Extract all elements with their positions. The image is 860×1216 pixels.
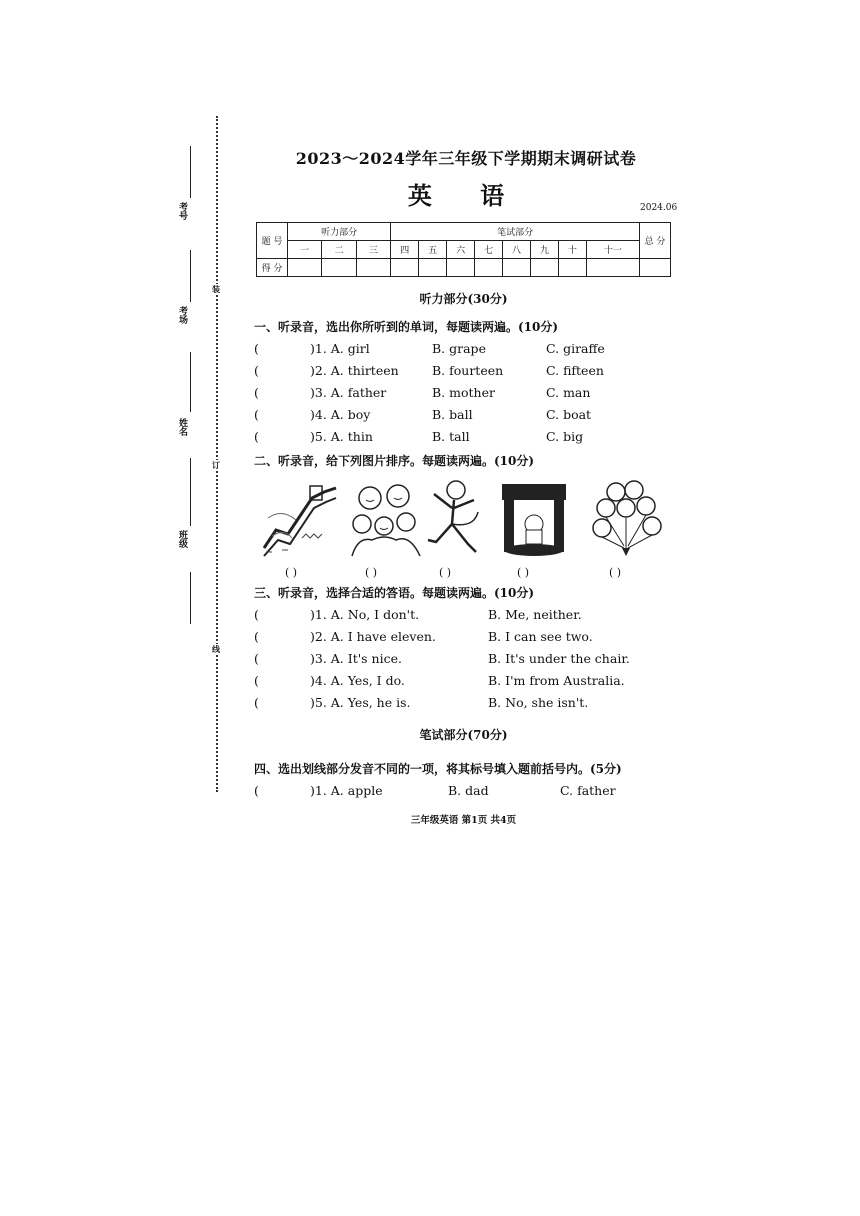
picture-row — [262, 478, 672, 558]
score-label-cell: 得 分 — [257, 259, 288, 277]
section4-item-1 — [254, 783, 674, 803]
picture-blank-1[interactable]: ( ) — [285, 566, 298, 579]
side-label-name: 姓名 — [177, 418, 187, 436]
option-c: C. fifteen — [546, 363, 604, 378]
side-line-exam-no[interactable] — [190, 146, 191, 198]
option-b: B. fourteen — [432, 363, 504, 378]
picture-blank-5[interactable]: ( ) — [609, 566, 622, 579]
option-a: )1. A. No, I don't. — [310, 607, 420, 622]
option-b: B. I can see two. — [488, 629, 593, 644]
option-c: C. boat — [546, 407, 592, 422]
col-11: 十一 — [586, 241, 639, 259]
option-c: C. man — [546, 385, 591, 400]
side-label-class: 班级 — [177, 530, 187, 548]
picture-blank-2[interactable]: ( ) — [365, 566, 378, 579]
section1-item-5 — [254, 429, 674, 449]
answer-paren[interactable]: ( — [254, 695, 259, 710]
option-a: )3. A. father — [310, 385, 387, 400]
monkey-picture — [424, 478, 484, 558]
exam-title: 2023～2024学年三年级下学期期末调研试卷 — [295, 149, 637, 168]
chair-picture — [498, 478, 570, 558]
binding-mark-3: 线 — [212, 644, 220, 654]
score-input-11[interactable] — [586, 259, 639, 277]
col-8: 八 — [503, 241, 531, 259]
col-4: 四 — [391, 241, 419, 259]
score-input-7[interactable] — [475, 259, 503, 277]
score-input-6[interactable] — [447, 259, 475, 277]
option-a: )4. A. Yes, I do. — [310, 673, 405, 688]
question-no-cell: 题 号 — [257, 223, 288, 259]
col-9: 九 — [530, 241, 558, 259]
option-b: B. Me, neither. — [488, 607, 582, 622]
col-6: 六 — [447, 241, 475, 259]
written-cell: 笔试部分 — [391, 223, 640, 241]
exam-date: 2024.06 — [640, 203, 678, 213]
answer-paren[interactable]: ( — [254, 407, 259, 422]
score-input-10[interactable] — [558, 259, 586, 277]
section3-item-4 — [254, 673, 674, 693]
option-b: B. It's under the chair. — [488, 651, 630, 666]
side-label-room: 考场 — [177, 306, 187, 324]
answer-paren[interactable]: ( — [254, 341, 259, 356]
option-a: )4. A. boy — [310, 407, 371, 422]
picture-blank-4[interactable]: ( ) — [517, 566, 530, 579]
option-b: B. No, she isn't. — [488, 695, 589, 710]
option-b: B. I'm from Australia. — [488, 673, 625, 688]
section1-item-3 — [254, 385, 674, 405]
option-a: )5. A. thin — [310, 429, 373, 444]
score-input-4[interactable] — [391, 259, 419, 277]
col-10: 十 — [558, 241, 586, 259]
option-b: B. ball — [432, 407, 473, 422]
section1-item-4 — [254, 407, 674, 427]
subject-title: 英 语 — [407, 181, 525, 210]
binding-mark-2: 订 — [212, 460, 220, 470]
section3-item-1 — [254, 607, 674, 627]
score-input-1[interactable] — [288, 259, 322, 277]
binding-dotted-line — [216, 116, 218, 792]
answer-paren[interactable]: ( — [254, 651, 259, 666]
answer-paren[interactable]: ( — [254, 429, 259, 444]
balloons-picture — [588, 478, 668, 558]
option-b: B. grape — [432, 341, 486, 356]
great-wall-picture — [262, 478, 338, 558]
section3-item-3 — [254, 651, 674, 671]
score-input-5[interactable] — [419, 259, 447, 277]
option-a: )5. A. Yes, he is. — [310, 695, 411, 710]
score-input-total[interactable] — [640, 259, 671, 277]
col-1: 一 — [288, 241, 322, 259]
section4-heading: 四、选出划线部分发音不同的一项，将其标号填入题前括号内。(5分) — [254, 762, 622, 776]
score-table — [256, 222, 671, 277]
side-line-room[interactable] — [190, 250, 191, 302]
col-2: 二 — [322, 241, 356, 259]
answer-paren[interactable]: ( — [254, 673, 259, 688]
score-input-2[interactable] — [322, 259, 356, 277]
option-a: )2. A. I have eleven. — [310, 629, 436, 644]
score-input-9[interactable] — [530, 259, 558, 277]
answer-paren[interactable]: ( — [254, 363, 259, 378]
option-a: )3. A. It's nice. — [310, 651, 402, 666]
side-line-class[interactable] — [190, 458, 191, 526]
total-cell: 总 分 — [640, 223, 671, 259]
side-label-exam-no: 考号 — [177, 202, 187, 220]
option-a: )2. A. thirteen — [310, 363, 399, 378]
col-5: 五 — [419, 241, 447, 259]
picture-blank-3[interactable]: ( ) — [439, 566, 452, 579]
listening-cell: 听力部分 — [288, 223, 391, 241]
family-picture — [348, 478, 424, 558]
option-c: C. giraffe — [546, 341, 605, 356]
answer-paren[interactable]: ( — [254, 607, 259, 622]
score-input-3[interactable] — [356, 259, 390, 277]
option-a: )1. A. girl — [310, 341, 370, 356]
section1-heading: 一、听录音，选出你所听到的单词，每题读两遍。(10分) — [254, 320, 559, 334]
answer-paren[interactable]: ( — [254, 783, 259, 798]
side-line-extra — [190, 572, 191, 624]
binding-mark-1: 装 — [212, 284, 220, 294]
option-b: B. dad — [448, 783, 489, 798]
option-c: C. big — [546, 429, 584, 444]
written-section-header: 笔试部分(70分) — [419, 728, 508, 742]
section1-item-2 — [254, 363, 674, 383]
page-footer: 三年级英语 第1页 共4页 — [410, 815, 517, 826]
section3-item-2 — [254, 629, 674, 649]
col-7: 七 — [475, 241, 503, 259]
option-b: B. tall — [432, 429, 470, 444]
option-c: C. father — [560, 783, 616, 798]
section1-item-1 — [254, 341, 674, 361]
option-b: B. mother — [432, 385, 495, 400]
option-a: )1. A. apple — [310, 783, 383, 798]
side-line-name[interactable] — [190, 352, 191, 412]
col-3: 三 — [356, 241, 390, 259]
answer-paren[interactable]: ( — [254, 629, 259, 644]
section3-heading: 三、听录音，选择合适的答语。每题读两遍。(10分) — [254, 586, 535, 600]
score-input-8[interactable] — [503, 259, 531, 277]
answer-paren[interactable]: ( — [254, 385, 259, 400]
listening-section-header: 听力部分(30分) — [419, 292, 508, 306]
section3-item-5 — [254, 695, 674, 715]
section2-heading: 二、听录音，给下列图片排序。每题读两遍。(10分) — [254, 454, 535, 468]
